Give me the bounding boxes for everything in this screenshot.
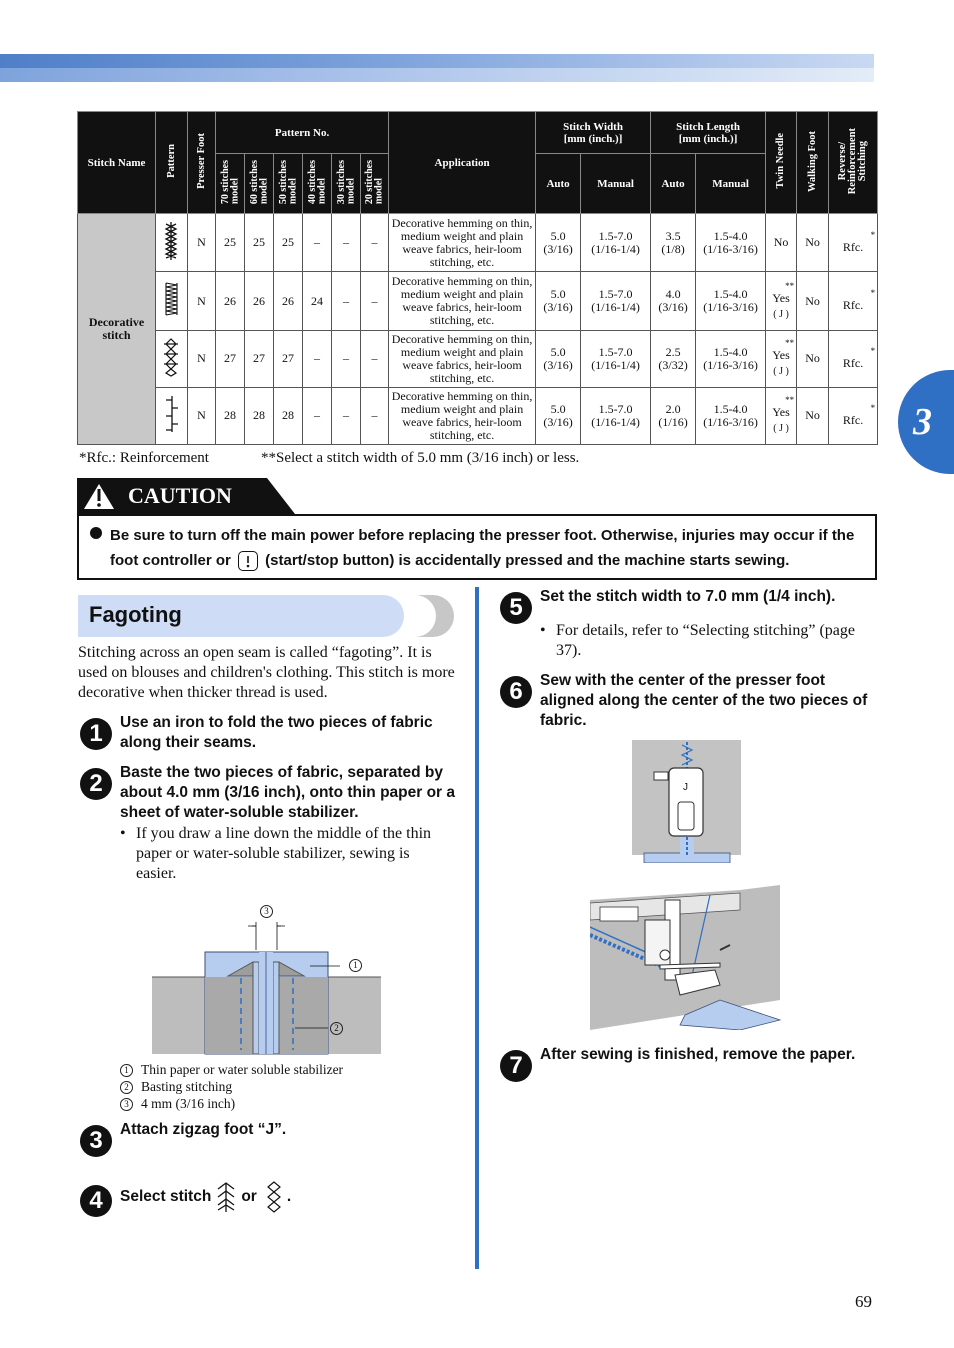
callout-1: 1 [349,959,362,972]
chapter-number: 3 [913,401,932,443]
caution-text: Be sure to turn off the main power before replacing the presser foot. Otherwise, injuries may occur if the foot controller or (start/stop button) is accidentally pressed and the machine starts sewing. [110,523,860,573]
page-number: 69 [855,1292,872,1311]
stitch-option-b-icon [263,1180,285,1214]
step-2-bullet: If you draw a line down the middle of the thin paper or water-soluble stabilizer, sewing is easier. [136,825,432,882]
callout-2: 2 [330,1022,343,1035]
header-stripe-bottom [0,68,874,82]
callout-3: 3 [260,905,273,918]
header-width-auto: Auto [536,154,581,214]
reverse-cell: * Rfc. [829,387,878,444]
reverse-cell: * Rfc. [829,272,878,330]
header-length-auto: Auto [651,154,696,214]
step-1-number: 1 [80,718,112,750]
table-row: N 27 27 27 – – – Decorative hemming on thin, medium weight and plain weave fabrics, heir-loom stitching, etc. 5.0 (3/16) 1.5-7.0 (1/16-1/4) 2.5 (3/32) 1.5-4.0 (1/16-3/16) ** Yes ( J ) No * Rfc. [78,330,878,387]
fagoting-diagram [150,900,385,1057]
header-presser-foot: Presser Foot [188,112,216,214]
twin-needle-cell: ** Yes ( J ) [766,387,797,444]
twin-needle-cell: ** Yes ( J ) [766,330,797,387]
header-walking-foot: Walking Foot [797,112,829,214]
start-stop-button-icon [238,551,258,571]
twin-needle-cell: ** Yes ( J ) [766,272,797,330]
table-row: N 28 28 28 – – – Decorative hemming on thin, medium weight and plain weave fabrics, heir-loom stitching, etc. 5.0 (3/16) 1.5-7.0 (1/16-1/4) 2.0 (1/16) 1.5-4.0 (1/16-3/16) ** Yes ( J ) No * Rfc. [78,387,878,444]
header-pattern-no: Pattern No. [216,112,389,154]
caution-bullet [90,527,102,539]
reverse-cell: * Rfc. [829,330,878,387]
step-1-text: Use an iron to fold the two pieces of fabric along their seams. [120,714,433,751]
note-width: **Select a stitch width of 5.0 mm (3/16 inch) or less. [261,450,580,466]
header-model-50: 50 stitches model [274,154,303,214]
header-width-manual: Manual [581,154,651,214]
step-6-number: 6 [500,676,532,708]
diagram-legend: 1 Thin paper or water soluble stabilizer 2 Basting stitching 3 4 mm (3/16 inch) [120,1061,343,1112]
header-reverse: Reverse/ Reinforcement Stitching [829,112,878,214]
header-pattern: Pattern [156,112,188,214]
stitch-table [77,111,878,445]
header-model-30: 30 stitches model [332,154,361,214]
sewing-machine-illustration [590,875,782,1030]
step-3-number: 3 [80,1125,112,1157]
intro-paragraph: Stitching across an open seam is called “fagoting”. It is used on blouses and children's clothing. This stitch is more decorative when thicker thread is used. [78,644,455,701]
step-4-text: Select stitch or . [120,1180,460,1214]
header-model-20: 20 stitches model [361,154,389,214]
presser-foot-illustration [632,740,742,863]
header-stitch-length: Stitch Length [mm (inch.)] [651,112,766,154]
column-divider [475,587,479,1269]
group-name: Decorative stitch [78,214,156,445]
step-2-bullet-mark: • [120,825,126,842]
header-application: Application [389,112,536,214]
step-5-bullet-mark: • [540,622,546,639]
step-4-number: 4 [80,1185,112,1217]
header-length-manual: Manual [696,154,766,214]
step-7-number: 7 [500,1050,532,1082]
decorative-stitch-25-icon [156,214,188,272]
decorative-stitch-27-icon [156,330,188,387]
header-stripe-top [0,54,874,68]
step-6-text: Sew with the center of the presser foot aligned along the center of the two pieces of fabric. [540,672,868,729]
table-row: Decorative stitch N 25 25 25 – – – Decorative hemming on thin, medium weight and plain weave fabrics, heir-loom stitching, etc. 5.0 (3/16) 1.5-7.0 (1/16-1/4) 3.5 (1/8) 1.5-4.0 (1/16-3/16) No No * Rfc. [78,214,878,272]
section-title: Fagoting [89,602,182,627]
step-3-text: Attach zigzag foot “J”. [120,1121,287,1138]
header-stitch-width: Stitch Width [mm (inch.)] [536,112,651,154]
step-5-number: 5 [500,592,532,624]
decorative-stitch-26-icon [156,272,188,330]
decorative-stitch-28-icon [156,387,188,444]
header-model-40: 40 stitches model [303,154,332,214]
step-5-bullet: For details, refer to “Selecting stitching” (page 37). [556,622,856,659]
step-2-text: Baste the two pieces of fabric, separated by about 4.0 mm (3/16 inch), onto thin paper or a sheet of water-soluble stabilizer. [120,764,456,821]
foot-label: J [683,782,688,793]
header-model-70: 70 stitches model [216,154,245,214]
reverse-cell: * Rfc. [829,214,878,272]
step-5-text: Set the stitch width to 7.0 mm (1/4 inch). [540,588,836,605]
stitch-option-a-icon [215,1180,237,1214]
step-2-number: 2 [80,768,112,800]
table-row: N 26 26 26 24 – – Decorative hemming on thin, medium weight and plain weave fabrics, heir-loom stitching, etc. 5.0 (3/16) 1.5-7.0 (1/16-1/4) 4.0 (3/16) 1.5-4.0 (1/16-3/16) ** Yes ( J ) No * Rfc. [78,272,878,330]
caution-label: CAUTION [128,483,232,508]
note-rfc: *Rfc.: Reinforcement [79,450,209,466]
header-twin-needle: Twin Needle [766,112,797,214]
header-stitch-name: Stitch Name [78,112,156,214]
twin-needle-cell: No [766,214,797,272]
header-model-60: 60 stitches model [245,154,274,214]
step-7-text: After sewing is finished, remove the paper. [540,1046,856,1063]
